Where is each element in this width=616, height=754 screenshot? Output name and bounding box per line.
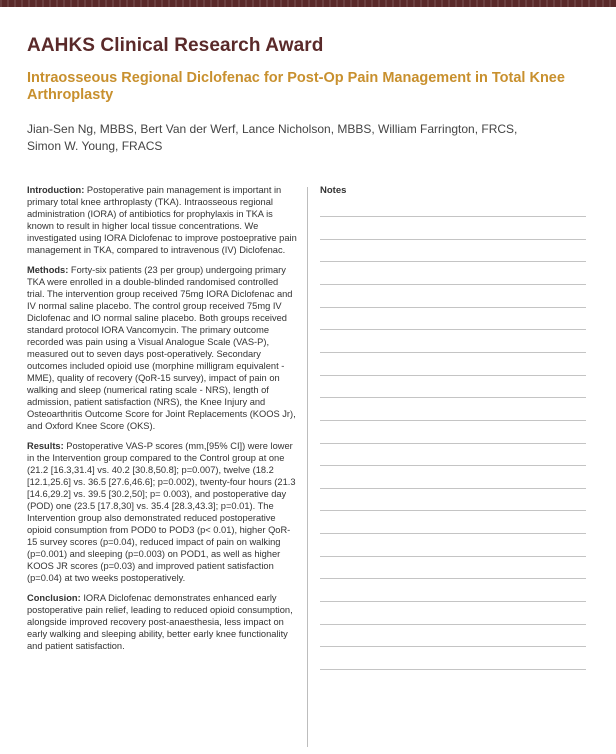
conclusion-text: IORA Diclofenac demonstrates enhanced early postoperative pain relief, leading to reduced opioid consumption, alongside improved recovery post-anaesthesia, less impact on early walking and sleeping ability, better early knee functionality and patient satisfaction. bbox=[27, 593, 293, 651]
notes-line bbox=[320, 420, 586, 421]
conclusion-section bbox=[27, 592, 297, 652]
notes-line bbox=[320, 669, 586, 670]
notes-line bbox=[320, 624, 586, 625]
notes-line bbox=[320, 375, 586, 376]
results-text: Postoperative VAS-P scores (mm,[95% CI]) were lower in the Intervention group compared to the Control group at one (21.2 [16.3,31.4] vs. 40.2 [30.8,50.8]; p=0.007), twelve (18.2 [12.1,25.6] vs. 36.5 [27.6,46.6]; p=0.002), twenty-four hours (21.3 [14.6,29.2] vs. 39.5 [30.2,50]; p= 0.003), and postoperative day (POD) one (23.5 [17.8,30] vs. 35.4 [28.3,43.3]; p=0.01). The Intervention group also demonstrated reduced postoperative opioid consumption from POD0 to POD3 (p< 0.01), higher QoR-15 survey scores (p=0.04), reduced impact of pain on walking (p=0.001) and sleeping (p=0.003) on POD1, as well as higher KOOS JR scores (p=0.03) and improved patient satisfaction (p=0.04) at two weeks postoperatively. bbox=[27, 441, 296, 583]
author-list: Jian-Sen Ng, MBBS, Bert Van der Werf, Lance Nicholson, MBBS, William Farrington, FRCS, Simon W. Young, FRACS bbox=[27, 122, 518, 153]
introduction-text: Postoperative pain management is important in primary total knee arthroplasty (TKA). Intraosseous regional administration (IORA) of antibiotics for prophylaxis in TKA is known to result in higher local tissue concentrations. We investigated using IORA Diclofenac to improve postoeprative pain management in TKA, compared to intravenous (IV) Diclofenac. bbox=[27, 185, 297, 255]
notes-line bbox=[320, 329, 586, 330]
notes-line bbox=[320, 443, 586, 444]
abstract-column bbox=[27, 184, 297, 660]
notes-line bbox=[320, 261, 586, 262]
award-title: AAHKS Clinical Research Award bbox=[27, 35, 324, 56]
notes-lines bbox=[320, 0, 586, 754]
notes-line bbox=[320, 578, 586, 579]
notes-line bbox=[320, 239, 586, 240]
notes-line bbox=[320, 284, 586, 285]
notes-line bbox=[320, 533, 586, 534]
notes-line bbox=[320, 216, 586, 217]
notes-line bbox=[320, 646, 586, 647]
notes-line bbox=[320, 601, 586, 602]
notes-line bbox=[320, 556, 586, 557]
notes-title: Notes bbox=[320, 185, 347, 196]
notes-line bbox=[320, 352, 586, 353]
results-heading: Results: bbox=[27, 441, 64, 451]
notes-line bbox=[320, 488, 586, 489]
notes-line bbox=[320, 397, 586, 398]
notes-line bbox=[320, 510, 586, 511]
column-divider bbox=[307, 187, 308, 747]
notes-line bbox=[320, 307, 586, 308]
notes-line bbox=[320, 465, 586, 466]
methods-text: Forty-six patients (23 per group) undergoing primary TKA were enrolled in a double-blinded randomised controlled trial. The intervention group received 75mg IORA Diclofenac and IV normal saline placebo. The control group received 75mg IV Diclofenac and IO normal saline placebo. Both groups received standard protocol IORA Vancomycin. The primary outcome recorded was pain using a Visual Analogue Scale (VAS-P), measured out to seven days post-operatively. Secondary outcomes included opioid use (morphine milligram equivalent - MME), quality of recovery (QoR-15 survey), impact of pain on walking and sleep (numerical rating scale - NRS), length of admission, patient satisfaction (NRS), the Knee Injury and Osteoarthritis Outcome Score for Joint Replacements (KOOS Jr), and Oxford Knee Score (OKS). bbox=[27, 265, 296, 431]
introduction-section bbox=[27, 184, 297, 256]
results-section bbox=[27, 440, 297, 584]
conclusion-heading: Conclusion: bbox=[27, 593, 81, 603]
article-title: Intraosseous Regional Diclofenac for Post-Op Pain Management in Total Knee Arthroplasty bbox=[27, 70, 565, 103]
methods-section bbox=[27, 264, 297, 432]
introduction-heading: Introduction: bbox=[27, 185, 85, 195]
methods-heading: Methods: bbox=[27, 265, 69, 275]
